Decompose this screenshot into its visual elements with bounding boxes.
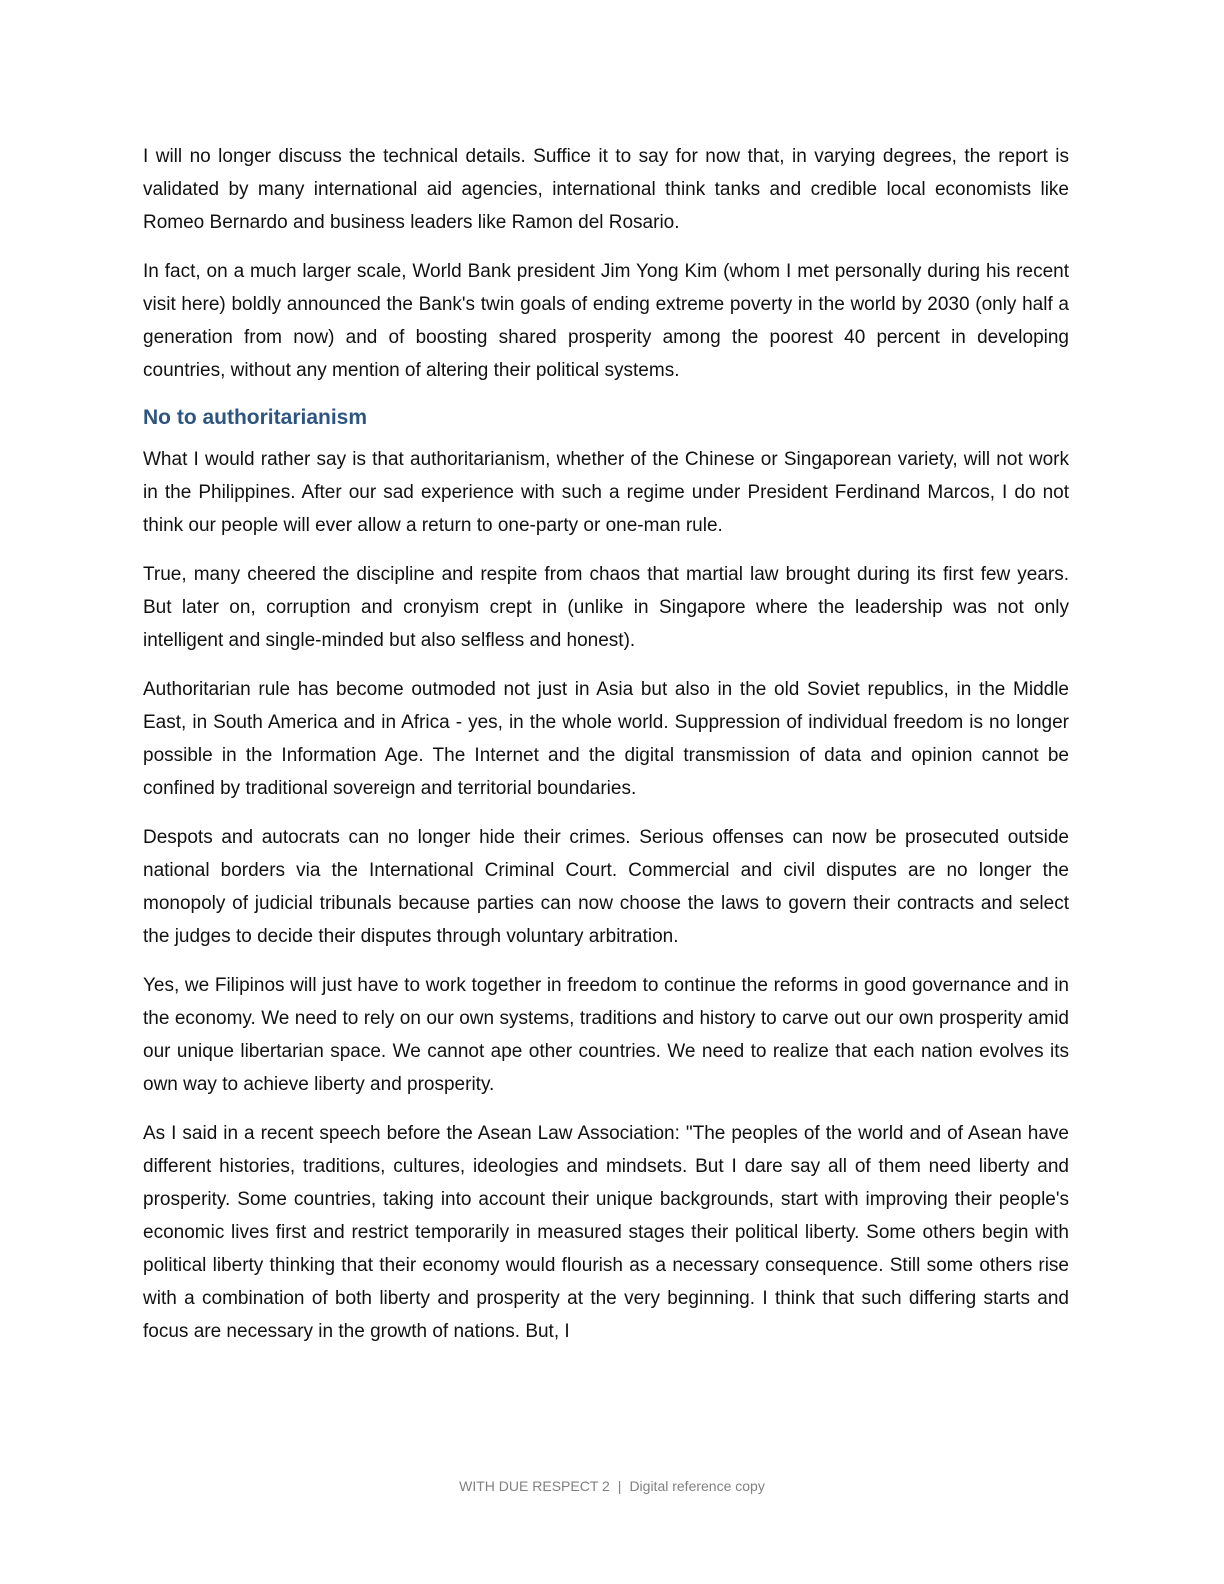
paragraph-martial-law: True, many cheered the discipline and respite from chaos that martial law brought during its first few years. But later on, corruption and cronyism crept in (unlike in Singapore where the leadership was not only intelligent and single-minded but also selfless and honest).: [143, 564, 1069, 651]
paragraph-authoritarianism: What I would rather say is that authoritarianism, whether of the Chinese or Singaporean variety, will not work in the Philippines. After our sad experience with such a regime under President Ferdinand Marcos, I do not think our people will ever allow a return to one-party or one-man rule.: [143, 449, 1069, 536]
paragraph-world-bank: In fact, on a much larger scale, World Bank president Jim Yong Kim (whom I met personally during his recent visit here) boldly announced the Bank's twin goals of ending extreme poverty in the world by 2030 (only half a generation from now) and of boosting shared prosperity among the poorest 40 percent in developing countries, without any mention of altering their political systems.: [143, 261, 1069, 381]
footer-separator: |: [617, 1478, 622, 1494]
paragraph-asean-speech: As I said in a recent speech before the Asean Law Association: "The peoples of the world and of Asean have different histories, traditions, cultures, ideologies and mindsets. But I dare say all of them need liberty and prosperity. Some countries, taking into account their unique backgrounds, start with improving their people's economic lives first and restrict temporarily in measured stages their political liberty. Some others begin with political liberty thinking that their economy would flourish as a necessary consequence. Still some others rise with a combination of both liberty and prosperity at the very beginning. I think that such differing starts and focus are necessary in the growth of nations. But, I: [143, 1123, 1069, 1342]
page-body: [143, 140, 1069, 1364]
section-heading: No to authoritarianism: [143, 406, 368, 429]
page-footer: [0, 1478, 1224, 1494]
footer-book-title: WITH DUE RESPECT 2: [459, 1478, 610, 1494]
paragraph-technical-details: I will no longer discuss the technical details. Suffice it to say for now that, in varying degrees, the report is validated by many international aid agencies, international think tanks and credible local economists like Romeo Bernardo and business leaders like Ramon del Rosario.: [143, 146, 1069, 233]
footer-note: Digital reference copy: [629, 1478, 765, 1494]
paragraph-outmoded-rule: Authoritarian rule has become outmoded not just in Asia but also in the old Soviet republics, in the Middle East, in South America and in Africa - yes, in the whole world. Suppression of individual freedom is no longer possible in the Information Age. The Internet and the digital transmission of data and opinion cannot be confined by traditional sovereign and territorial boundaries.: [143, 679, 1069, 799]
paragraph-filipinos-freedom: Yes, we Filipinos will just have to work together in freedom to continue the reforms in good governance and in the economy. We need to rely on our own systems, traditions and history to carve out our own prosperity amid our unique libertarian space. We cannot ape other countries. We need to realize that each nation evolves its own way to achieve liberty and prosperity.: [143, 975, 1069, 1095]
paragraph-despots: Despots and autocrats can no longer hide their crimes. Serious offenses can now be prosecuted outside national borders via the International Criminal Court. Commercial and civil disputes are no longer the monopoly of judicial tribunals because parties can now choose the laws to govern their contracts and select the judges to decide their disputes through voluntary arbitration.: [143, 827, 1069, 947]
